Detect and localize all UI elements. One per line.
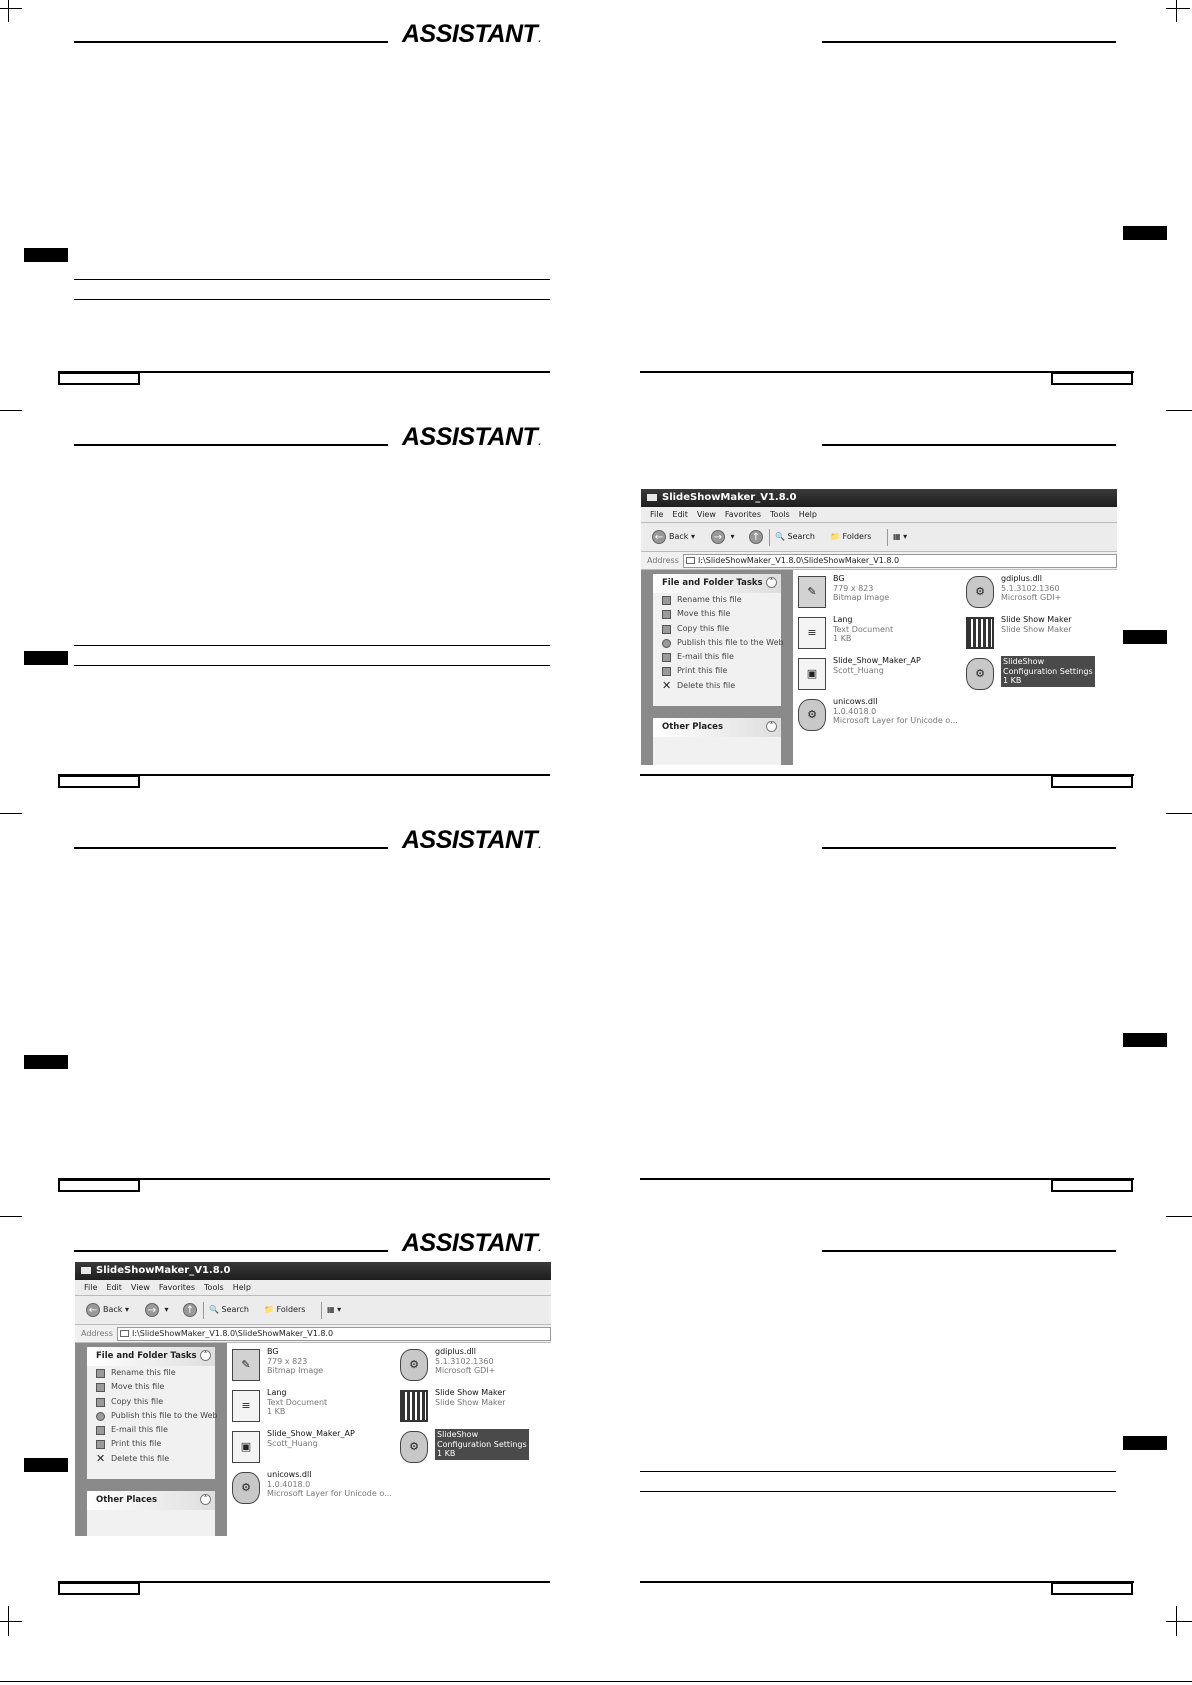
task-publish[interactable] [87, 1409, 218, 1423]
toolbar [75, 1296, 551, 1325]
views-icon: ▦ [893, 532, 901, 541]
collapse-chevron-icon[interactable]: ˄ [766, 721, 777, 732]
folders-icon: 📁 [830, 532, 840, 541]
address-field[interactable] [117, 1327, 551, 1341]
task-copy[interactable] [87, 1395, 215, 1409]
paint-brush-icon: ✎ [232, 1349, 260, 1381]
gear-dll-icon: ⚙ [232, 1472, 260, 1504]
file-detail: Scott_Huang [267, 1438, 318, 1448]
paint-brush-icon: ✎ [798, 576, 826, 608]
toolbar-separator [203, 1302, 204, 1319]
up-folder-button[interactable] [749, 529, 766, 545]
copy-icon [662, 625, 671, 634]
task-delete[interactable] [87, 1452, 215, 1466]
file-name: Slide Show Maker [435, 1388, 506, 1397]
rename-icon [662, 596, 671, 605]
window-title: SlideShowMaker_V1.8.0 [662, 492, 797, 503]
up-folder-icon: ↑ [749, 530, 763, 544]
address-bar [75, 1325, 551, 1343]
address-value: I:\SlideShowMaker_V1.8.0\SlideShowMaker_V1.8.0 [132, 1329, 334, 1338]
section-tab [1123, 1033, 1167, 1047]
task-publish[interactable] [653, 636, 784, 650]
tasks-title: File and Folder Tasks [662, 578, 763, 588]
task-label: Rename this file [111, 1368, 176, 1377]
file-item[interactable] [400, 1347, 551, 1385]
other-places-title: Other Places [96, 1495, 157, 1505]
file-list [794, 570, 1117, 765]
file-item[interactable] [966, 615, 1117, 653]
task-label: Move this file [111, 1382, 165, 1392]
crop-mark [0, 8, 22, 9]
search-button[interactable] [775, 529, 815, 545]
task-email[interactable] [653, 650, 781, 664]
collapse-chevron-icon[interactable]: ˄ [200, 1350, 211, 1361]
forward-button[interactable]: → ▾ [145, 1302, 169, 1318]
menu-file[interactable]: File [84, 1283, 98, 1292]
file-name: unicows.dll [833, 697, 878, 706]
task-label: Publish this file to the Web [677, 637, 784, 647]
brand-logo: ASSISTANT. [402, 1229, 541, 1257]
file-item[interactable] [232, 1388, 387, 1426]
content-rule [74, 279, 550, 280]
page-number-box [58, 1179, 140, 1192]
menu-tools[interactable]: Tools [204, 1283, 224, 1292]
views-button[interactable]: ▦ ▾ [893, 532, 908, 541]
file-item[interactable] [798, 574, 953, 612]
email-icon [96, 1426, 105, 1435]
menu-edit[interactable]: Edit [106, 1283, 122, 1292]
task-label: Print this file [111, 1439, 162, 1449]
folder-icon [120, 1330, 129, 1337]
globe-icon [96, 1412, 105, 1421]
crop-mark [1166, 1216, 1192, 1217]
task-label: Publish this file to the Web [111, 1410, 218, 1420]
globe-icon [662, 639, 671, 648]
file-folder-tasks-header[interactable] [653, 574, 781, 593]
menu-favorites[interactable]: Favorites [158, 1283, 196, 1292]
folders-button[interactable] [264, 1302, 305, 1318]
folder-icon [647, 494, 657, 501]
file-item[interactable] [966, 574, 1117, 612]
brand-logo-text: ASSISTANT [402, 826, 538, 854]
crop-mark [0, 1621, 22, 1622]
file-item[interactable] [232, 1429, 387, 1467]
settings-icon: ⚙ [400, 1431, 428, 1463]
file-detail: 5.1.3102.1360 [435, 1356, 494, 1366]
window-title: SlideShowMaker_V1.8.0 [96, 1265, 231, 1276]
file-detail: Configuration Settings [1003, 666, 1093, 676]
page-number-box [1051, 1179, 1133, 1192]
file-folder-tasks-panel [87, 1347, 218, 1479]
folders-label: Folders [276, 1305, 306, 1314]
folders-icon: 📁 [264, 1305, 274, 1314]
menu-tools[interactable]: Tools [770, 510, 790, 519]
task-email[interactable] [87, 1423, 215, 1437]
file-item[interactable] [798, 697, 958, 735]
up-folder-icon: ↑ [183, 1303, 197, 1317]
file-detail: 1 KB [437, 1449, 456, 1458]
content-rule [640, 1491, 1116, 1492]
collapse-chevron-icon[interactable]: ˄ [766, 577, 777, 588]
up-folder-button[interactable] [183, 1302, 200, 1318]
section-tab [24, 1458, 68, 1472]
file-name: BG [267, 1347, 279, 1356]
back-label: Back [103, 1305, 123, 1314]
brand-logo: ASSISTANT. [402, 826, 541, 854]
folder-icon [686, 557, 695, 564]
task-print[interactable] [87, 1437, 215, 1451]
file-detail: 779 x 823 [833, 583, 874, 593]
other-places-header[interactable] [87, 1491, 215, 1510]
file-detail: 1.0.4018.0 [833, 706, 877, 716]
gear-dll-icon: ⚙ [400, 1349, 428, 1381]
search-icon: 🔍 [775, 532, 785, 541]
file-item[interactable] [232, 1470, 392, 1508]
menu-help[interactable]: Help [232, 1283, 251, 1292]
section-tab [24, 651, 68, 665]
task-label: Rename this file [677, 595, 742, 604]
task-rename[interactable] [87, 1366, 215, 1380]
task-copy[interactable] [653, 622, 781, 636]
content-rule [640, 1471, 1116, 1472]
search-button[interactable] [209, 1302, 249, 1318]
forward-button[interactable]: → ▾ [711, 529, 735, 545]
crop-mark [1166, 1621, 1192, 1622]
menu-view[interactable]: View [130, 1283, 150, 1292]
toolbar-separator [769, 529, 770, 546]
file-item[interactable] [400, 1429, 551, 1467]
page-number-box [58, 372, 140, 385]
film-strip-icon [400, 1390, 428, 1422]
file-detail: 1 KB [267, 1407, 286, 1416]
file-detail: 1 KB [1003, 676, 1022, 685]
file-detail: Microsoft Layer for Unicode o... [267, 1489, 392, 1498]
address-bar [641, 552, 1117, 570]
file-name: Slide Show Maker [1001, 615, 1072, 624]
address-field[interactable] [683, 554, 1117, 568]
file-detail: 5.1.3102.1360 [1001, 583, 1060, 593]
file-item[interactable] [400, 1388, 551, 1426]
file-name: Slide_Show_Maker_AP [833, 656, 921, 665]
other-places-header[interactable] [653, 718, 781, 737]
move-icon [96, 1383, 105, 1392]
content-rule [74, 645, 550, 646]
menu-view[interactable]: View [696, 510, 716, 519]
folder-icon [81, 1267, 91, 1274]
task-pane [75, 1343, 227, 1536]
header-rule [74, 847, 388, 849]
header-rule [74, 41, 388, 43]
move-icon [662, 610, 671, 619]
header-rule [822, 1250, 1116, 1252]
back-arrow-icon: ← [86, 1303, 100, 1317]
file-detail: Text Document [833, 624, 894, 634]
file-folder-tasks-panel [653, 574, 784, 706]
page-number-box [58, 775, 140, 788]
tasks-title: File and Folder Tasks [96, 1351, 197, 1361]
file-detail: 1.0.4018.0 [267, 1479, 311, 1489]
file-item[interactable] [798, 615, 953, 653]
brand-logo: ASSISTANT. [402, 20, 541, 48]
crop-mark [1166, 813, 1192, 814]
search-label: Search [221, 1305, 249, 1314]
views-button[interactable]: ▦ ▾ [327, 1305, 342, 1314]
content-rule [74, 665, 550, 666]
task-move[interactable] [87, 1380, 215, 1394]
brand-logo-text: ASSISTANT [402, 423, 538, 451]
back-arrow-icon: ← [652, 530, 666, 544]
header-rule [74, 1250, 388, 1252]
email-icon [662, 653, 671, 662]
page-number-box [1051, 1582, 1133, 1595]
address-label: Address [81, 1329, 113, 1338]
crop-mark [1166, 410, 1192, 411]
header-rule [822, 41, 1116, 43]
header-rule [822, 444, 1116, 446]
task-pane [641, 570, 793, 765]
explorer-window[interactable] [75, 1262, 551, 1536]
window-title-bar[interactable] [641, 489, 1117, 507]
section-tab [1123, 226, 1167, 240]
menu-favorites[interactable]: Favorites [724, 510, 762, 519]
file-detail: Bitmap Image [833, 593, 890, 602]
copy-icon [96, 1398, 105, 1407]
file-name: unicows.dll [267, 1470, 312, 1479]
file-detail: Slide Show Maker [1001, 624, 1072, 634]
file-item[interactable] [966, 656, 1117, 694]
page-number-box [1051, 372, 1133, 385]
content-rule [74, 299, 550, 300]
file-list [228, 1343, 551, 1536]
settings-icon: ⚙ [966, 658, 994, 690]
file-name: SlideShow [1003, 657, 1045, 666]
menu-bar [641, 507, 1117, 523]
printer-icon [96, 1440, 105, 1449]
header-rule [74, 444, 388, 446]
task-label: Delete this file [677, 680, 736, 690]
file-name: Slide_Show_Maker_AP [267, 1429, 355, 1438]
back-label: Back [669, 532, 689, 541]
file-detail: Microsoft GDI+ [435, 1366, 496, 1375]
crop-mark [0, 1216, 22, 1217]
trim-line [0, 1681, 1192, 1682]
document-icon: ▣ [232, 1431, 260, 1463]
other-places-title: Other Places [662, 722, 723, 732]
collapse-chevron-icon[interactable]: ˄ [200, 1494, 211, 1505]
task-label: E-mail this file [677, 652, 734, 662]
file-name: Lang [833, 615, 853, 624]
task-label: Copy this file [677, 623, 730, 633]
gear-dll-icon: ⚙ [798, 699, 826, 731]
forward-arrow-icon: → [145, 1303, 159, 1317]
section-tab [24, 248, 68, 262]
crop-mark [8, 0, 9, 22]
file-name: gdiplus.dll [1001, 574, 1042, 583]
folders-button[interactable] [830, 529, 871, 545]
task-label: Delete this file [111, 1453, 170, 1463]
task-label: Move this file [677, 609, 731, 619]
views-icon: ▦ [327, 1305, 335, 1314]
delete-x-icon: ✕ [96, 1451, 106, 1465]
menu-help[interactable]: Help [798, 510, 817, 519]
address-label: Address [647, 556, 679, 565]
search-icon: 🔍 [209, 1305, 219, 1314]
printer-icon [662, 667, 671, 676]
explorer-window[interactable] [641, 489, 1117, 765]
crop-mark [1166, 8, 1190, 9]
toolbar [641, 523, 1117, 552]
task-print[interactable] [653, 664, 781, 678]
gear-dll-icon: ⚙ [966, 576, 994, 608]
brand-logo-text: ASSISTANT [402, 1229, 538, 1257]
file-name: Lang [267, 1388, 287, 1397]
file-item[interactable] [232, 1347, 387, 1385]
rename-icon [96, 1369, 105, 1378]
forward-arrow-icon: → [711, 530, 725, 544]
folders-label: Folders [842, 532, 872, 541]
menu-edit[interactable]: Edit [672, 510, 688, 519]
task-rename[interactable] [653, 593, 781, 607]
brand-logo: ASSISTANT. [402, 423, 541, 451]
toolbar-separator [321, 1302, 322, 1319]
file-detail: Bitmap Image [267, 1366, 324, 1375]
file-name: SlideShow [437, 1430, 479, 1439]
text-document-icon: ≡ [232, 1390, 260, 1422]
film-strip-icon [966, 617, 994, 649]
crop-mark [0, 410, 22, 411]
file-detail: Slide Show Maker [435, 1397, 506, 1407]
delete-x-icon: ✕ [662, 678, 672, 692]
task-label: E-mail this file [111, 1425, 168, 1435]
page-number-box [1051, 775, 1133, 788]
brand-logo-text: ASSISTANT [402, 20, 538, 48]
address-value: I:\SlideShowMaker_V1.8.0\SlideShowMaker_V1.8.0 [698, 556, 900, 565]
file-detail: Microsoft Layer for Unicode o... [833, 716, 958, 725]
file-folder-tasks-header[interactable] [87, 1347, 215, 1366]
crop-mark [0, 813, 22, 814]
file-detail: 1 KB [833, 634, 852, 643]
file-name: BG [833, 574, 845, 583]
file-detail: Scott_Huang [833, 665, 884, 675]
header-rule [822, 847, 1116, 849]
page-number-box [58, 1582, 140, 1595]
crop-mark [1176, 0, 1177, 22]
section-tab [24, 1055, 68, 1069]
other-places-panel [653, 718, 781, 765]
file-name: gdiplus.dll [435, 1347, 476, 1356]
back-button[interactable]: ← Back ▾ [86, 1302, 129, 1318]
document-icon: ▣ [798, 658, 826, 690]
file-detail: Text Document [267, 1397, 328, 1407]
menu-bar [75, 1280, 551, 1296]
file-detail: Microsoft GDI+ [1001, 593, 1062, 602]
menu-file[interactable]: File [650, 510, 664, 519]
search-label: Search [787, 532, 815, 541]
file-detail: 779 x 823 [267, 1356, 308, 1366]
back-button[interactable]: ← Back ▾ [652, 529, 695, 545]
file-item[interactable] [798, 656, 953, 694]
task-label: Copy this file [111, 1396, 164, 1406]
text-document-icon: ≡ [798, 617, 826, 649]
task-move[interactable] [653, 607, 781, 621]
window-title-bar[interactable] [75, 1262, 551, 1280]
file-detail: Configuration Settings [437, 1439, 527, 1449]
toolbar-separator [887, 529, 888, 546]
task-label: Print this file [677, 666, 728, 676]
section-tab [1123, 630, 1167, 644]
other-places-panel [87, 1491, 215, 1536]
task-delete[interactable] [653, 679, 781, 693]
section-tab [1123, 1436, 1167, 1450]
